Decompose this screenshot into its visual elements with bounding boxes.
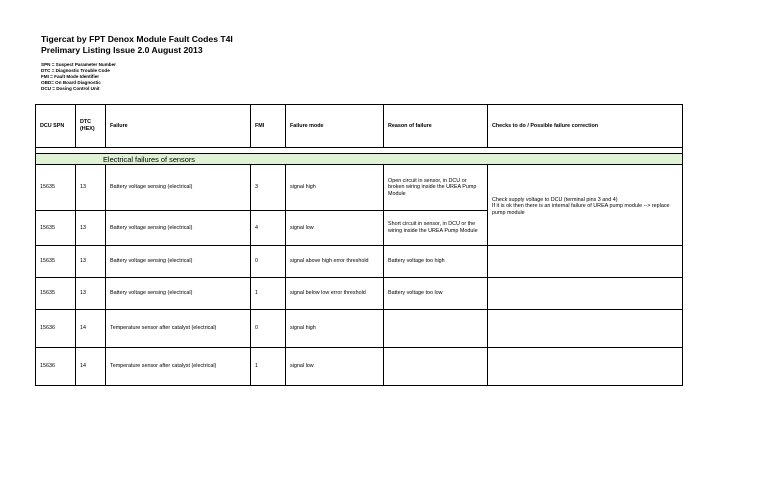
table-row (36, 348, 683, 386)
header-reason: Reason of failure (384, 105, 488, 148)
fault-codes-table (35, 104, 683, 386)
cell-fmi: 0 (251, 246, 286, 278)
header-failure: Failure (106, 105, 251, 148)
table-row (36, 165, 683, 211)
header-dtc-line1: DTC (80, 119, 92, 126)
cell-spn: 15636 (36, 310, 76, 348)
cell-fmi: 3 (251, 165, 286, 211)
cell-failure: Temperature sensor after catalyst (electrical) (106, 348, 251, 386)
cell-dtc: 13 (76, 278, 106, 310)
table-header-row (36, 105, 683, 148)
cell-fmi: 1 (251, 278, 286, 310)
cell-failure: Temperature sensor after catalyst (electrical) (106, 310, 251, 348)
cell-checks (488, 246, 683, 278)
cell-failure-mode: signal low (286, 211, 384, 246)
document-title (41, 34, 233, 55)
legend-item: DTC = Diagnostic Trouble Code (41, 67, 110, 73)
cell-failure: Battery voltage sensing (electrical) (106, 278, 251, 310)
cell-reason (384, 310, 488, 348)
table-row (36, 310, 683, 348)
header-fmi: FMI (251, 105, 286, 148)
cell-fmi: 1 (251, 348, 286, 386)
cell-failure-mode: signal below low error threshold (286, 278, 384, 310)
header-dtc (76, 105, 106, 148)
cell-failure-mode: signal above high error threshold (286, 246, 384, 278)
cell-reason: Short circuit in sensor, in DCU or the wiring inside the UREA Pump Module (384, 211, 488, 246)
section-row (36, 154, 683, 165)
cell-dtc: 13 (76, 165, 106, 211)
cell-dtc: 14 (76, 310, 106, 348)
cell-checks (488, 310, 683, 348)
cell-checks (488, 348, 683, 386)
cell-fmi: 4 (251, 211, 286, 246)
cell-fmi: 0 (251, 310, 286, 348)
title-line-1: Tigercat by FPT Denox Module Fault Codes T4I (41, 34, 233, 44)
header-failure-mode: Failure mode (286, 105, 384, 148)
header-spn: DCU SPN (36, 105, 76, 148)
cell-spn: 15635 (36, 246, 76, 278)
cell-reason: Battery voltage too high (384, 246, 488, 278)
header-dtc-line2: (HEX) (80, 126, 95, 132)
cell-spn: 15635 (36, 278, 76, 310)
legend-item: OBD= On Board Diagnostic (41, 79, 101, 85)
cell-reason: Open circuit in sensor, in DCU or broken wiring inside the UREA Pump Module (384, 165, 488, 211)
cell-checks-merged: Check supply voltage to DCU (terminal pins 3 and 4) If it is ok then there is an internal failure of UREA pump module --> replace pump module (488, 165, 683, 246)
cell-spn: 15635 (36, 211, 76, 246)
cell-failure: Battery voltage sensing (electrical) (106, 211, 251, 246)
cell-failure-mode: signal low (286, 348, 384, 386)
cell-failure-mode: signal high (286, 310, 384, 348)
cell-reason: Battery voltage too low (384, 278, 488, 310)
legend-item: FMI = Fault Mode Identifier (41, 73, 100, 79)
cell-reason (384, 348, 488, 386)
table-row (36, 278, 683, 310)
table-row (36, 246, 683, 278)
cell-spn: 15635 (36, 165, 76, 211)
header-checks: Checks to do / Possible failure correction (488, 105, 683, 148)
cell-failure: Battery voltage sensing (electrical) (106, 246, 251, 278)
abbreviation-legend (41, 62, 116, 92)
legend-item: DCU = Dosing Control Unit (41, 85, 100, 91)
cell-dtc: 13 (76, 211, 106, 246)
section-title: Electrical failures of sensors (36, 154, 683, 165)
cell-spn: 15636 (36, 348, 76, 386)
cell-dtc: 14 (76, 348, 106, 386)
cell-checks (488, 278, 683, 310)
cell-failure: Battery voltage sensing (electrical) (106, 165, 251, 211)
cell-failure-mode: signal high (286, 165, 384, 211)
cell-dtc: 13 (76, 246, 106, 278)
legend-item: SPN = Suspect Parameter Number (41, 62, 116, 67)
title-line-2: Prelimary Listing Issue 2.0 August 2013 (41, 44, 203, 55)
